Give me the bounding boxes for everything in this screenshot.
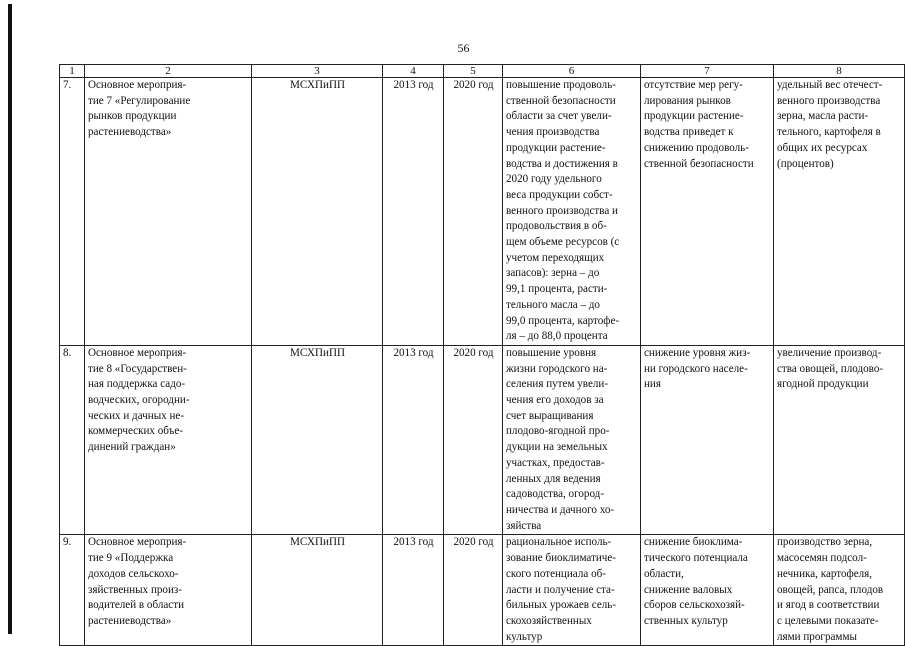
non-implementation-consequences: снижение уровня жиз- ни городского населе- ния	[641, 345, 774, 534]
event-name: Основное мероприя- тие 9 «Поддержка доходов сельскохо- зяйственных произ- водителей в области растениеводства»	[85, 535, 252, 646]
column-header: 8	[774, 65, 905, 78]
end-year: 2020 год	[444, 78, 503, 346]
table-row	[60, 535, 905, 646]
column-number-row	[60, 65, 905, 78]
column-header: 5	[444, 65, 503, 78]
column-header: 6	[503, 65, 641, 78]
binding-edge	[8, 4, 12, 634]
non-implementation-consequences: снижение биоклима- тического потенциала области, снижение валовых сборов сельскохозяй- ственных культур	[641, 535, 774, 646]
executor: МСХПиПП	[252, 78, 383, 346]
target-indicators: удельный вес отечест- венного производства зерна, масла расти- тельного, картофеля в общих их ресурсах (процентов)	[774, 78, 905, 346]
column-header: 2	[85, 65, 252, 78]
page-number: 56	[457, 41, 470, 55]
end-year: 2020 год	[444, 345, 503, 534]
column-header: 1	[60, 65, 85, 78]
table-row	[60, 78, 905, 346]
row-number: 8.	[60, 345, 85, 534]
event-name: Основное мероприя- тие 8 «Государствен- ная поддержка садо- водческих, огородни- ческих и дачных не- коммерческих объе- динений граждан»	[85, 345, 252, 534]
event-name: Основное мероприя- тие 7 «Регулирование рынков продукции растениеводства»	[85, 78, 252, 346]
measures-table	[59, 64, 905, 646]
target-indicators: увеличение производ- ства овощей, плодово- ягодной продукции	[774, 345, 905, 534]
table-row	[60, 345, 905, 534]
expected-result: повышение уровня жизни городского на- селения путем увели- чения его доходов за счет выращивания плодово-ягодной про- дукции на земельных участках, предостав- ленных для ведения садоводства, огород- ничества и дачного хо- зяйства	[503, 345, 641, 534]
column-header: 3	[252, 65, 383, 78]
executor: МСХПиПП	[252, 535, 383, 646]
target-indicators: производство зерна, масосемян подсол- нечника, картофеля, овощей, рапса, плодов и ягод в соответствии с целевыми показате- лями программы	[774, 535, 905, 646]
end-year: 2020 год	[444, 535, 503, 646]
expected-result: рациональное исполь- зование биоклиматиче- ского потенциала об- ласти и получение ста- бильных урожаев сель- скохозяйственных культур	[503, 535, 641, 646]
executor: МСХПиПП	[252, 345, 383, 534]
row-number: 7.	[60, 78, 85, 346]
start-year: 2013 год	[383, 535, 444, 646]
start-year: 2013 год	[383, 345, 444, 534]
expected-result: повышение продоволь- ственной безопасности области за счет увели- чения производства продукции растение- водства и достижения в 2020 году удельного веса продукции собст- венного производства и продовольствия в об- щем объеме ресурсов (с учетом переходящих запасов): зерна – до 99,1 процента, расти- тельного масла – до 99,0 процента, картофе- ля – до 88,0 процента	[503, 78, 641, 346]
column-header: 7	[641, 65, 774, 78]
row-number: 9.	[60, 535, 85, 646]
column-header: 4	[383, 65, 444, 78]
start-year: 2013 год	[383, 78, 444, 346]
non-implementation-consequences: отсутствие мер регу- лирования рынков продукции растение- водства приведет к снижению продоволь- ственной безопасности	[641, 78, 774, 346]
